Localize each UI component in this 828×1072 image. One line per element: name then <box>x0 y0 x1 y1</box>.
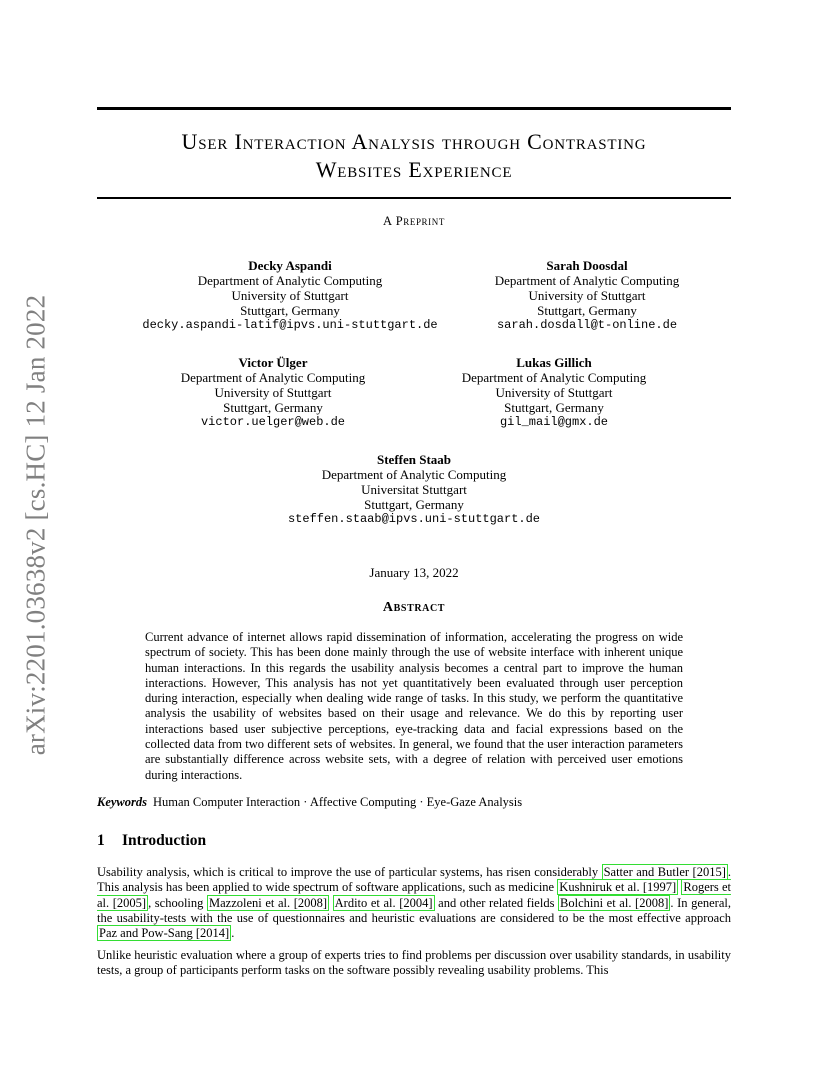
keywords-list: Human Computer Interaction · Affective Computing · Eye-Gaze Analysis <box>153 795 523 809</box>
author-location: Stuttgart, Germany <box>504 400 604 415</box>
paper-title <box>97 128 731 184</box>
author-department: Department of Analytic Computing <box>180 370 366 385</box>
keywords-label: Keywords <box>97 795 147 809</box>
intro-paragraph-1 <box>97 865 731 941</box>
author-block <box>440 355 668 430</box>
author-university: Universitat Stuttgart <box>361 482 467 497</box>
author-university: University of Stuttgart <box>231 288 349 303</box>
section-number: 1 <box>97 832 105 849</box>
title-line-1: User Interaction Analysis through Contrasting <box>181 129 647 154</box>
author-location: Stuttgart, Germany <box>537 303 637 318</box>
author-email[interactable]: victor.uelger@web.de <box>200 415 346 429</box>
author-block <box>270 452 558 527</box>
author-name: Decky Aspandi <box>248 258 332 273</box>
keywords-line <box>97 795 731 810</box>
author-university: University of Stuttgart <box>528 288 646 303</box>
citation-link[interactable]: Bolchini et al. [2008] <box>560 895 669 910</box>
citation-link[interactable]: Satter and Butler [2015] <box>603 865 726 879</box>
author-department: Department of Analytic Computing <box>461 370 647 385</box>
citation-link[interactable]: Ardito et al. [2004] <box>334 895 433 910</box>
author-department: Department of Analytic Computing <box>494 273 680 288</box>
author-block <box>160 355 386 430</box>
paragraph-text: . This analysis has been applied to wide spectrum of software applications, such as medicine <box>97 865 731 895</box>
paragraph-text: , schooling <box>148 895 207 910</box>
title-top-rule <box>97 107 731 110</box>
author-department: Department of Analytic Computing <box>321 467 507 482</box>
author-location: Stuttgart, Germany <box>364 497 464 512</box>
preprint-label: A Preprint <box>383 214 445 228</box>
paragraph-text: . In general, the usability-tests with the use of questionnaires and heuristic evaluations are considered to be the most effective approach <box>97 895 731 925</box>
author-email[interactable]: decky.aspandi-latif@ipvs.uni-stuttgart.de <box>142 318 438 332</box>
paragraph-text: . <box>231 926 235 941</box>
abstract-text: Current advance of internet allows rapid dissemination of information, accelerating the progress on wide spectrum of society. This has been done mainly through the use of website interface with inherent unique human interactions. In this regards the usability analysis becomes a central part to improve the human interactions. However, This analysis has not yet quantitatively been evaluated through user perception during interaction, especially when dealing wide range of tasks. In this study, we perform the quantitative analysis the usability of websites based on their usage and relevance. We do this by reporting user interactions based user subjective perceptions, eye-tracking data and facial expressions based on the collected data from two different sets of websites. In general, we found that the user interaction parameters are substantially difference across website sets, with a degree of relation with perceived user emotions during interactions. <box>145 630 683 782</box>
citation-link[interactable]: Rogers et al. [2005] <box>97 880 732 910</box>
title-line-2: Websites Experience <box>315 157 513 182</box>
citation-link[interactable]: Mazzoleni et al. [2008] <box>209 895 328 910</box>
abstract-heading: Abstract <box>382 600 446 615</box>
author-email[interactable]: steffen.staab@ipvs.uni-stuttgart.de <box>287 512 541 526</box>
author-university: University of Stuttgart <box>495 385 613 400</box>
citation-link[interactable]: Kushniruk et al. [1997] <box>559 880 677 895</box>
author-email[interactable]: sarah.dosdall@t-online.de <box>496 318 678 332</box>
author-block <box>120 258 460 333</box>
author-location: Stuttgart, Germany <box>240 303 340 318</box>
author-email[interactable]: gil_mail@gmx.de <box>499 415 609 429</box>
arxiv-identifier: arXiv:2201.03638v2 [cs.HC] 12 Jan 2022 <box>20 294 51 756</box>
author-name: Steffen Staab <box>376 452 452 467</box>
intro-paragraph-2: Unlike heuristic evaluation where a group of experts tries to find problems per discussion over usability standards, in usability tests, a group of participants perform tasks on the software possibly revealing usability problems. This <box>97 948 731 978</box>
citation-link[interactable]: Paz and Pow-Sang [2014] <box>99 926 230 941</box>
author-name: Sarah Doosdal <box>546 258 628 273</box>
section-heading <box>97 832 206 850</box>
author-university: University of Stuttgart <box>214 385 332 400</box>
paper-date: January 13, 2022 <box>369 565 459 580</box>
author-name: Victor Ülger <box>238 355 308 370</box>
paragraph-text: Usability analysis, which is critical to improve the use of particular systems, has risen considerably <box>97 865 602 879</box>
author-location: Stuttgart, Germany <box>223 400 323 415</box>
title-bottom-rule <box>97 197 731 199</box>
section-title: Introduction <box>122 832 207 849</box>
author-block <box>470 258 704 333</box>
author-name: Lukas Gillich <box>516 355 592 370</box>
paragraph-text: and other related fields <box>434 895 559 910</box>
author-department: Department of Analytic Computing <box>197 273 383 288</box>
